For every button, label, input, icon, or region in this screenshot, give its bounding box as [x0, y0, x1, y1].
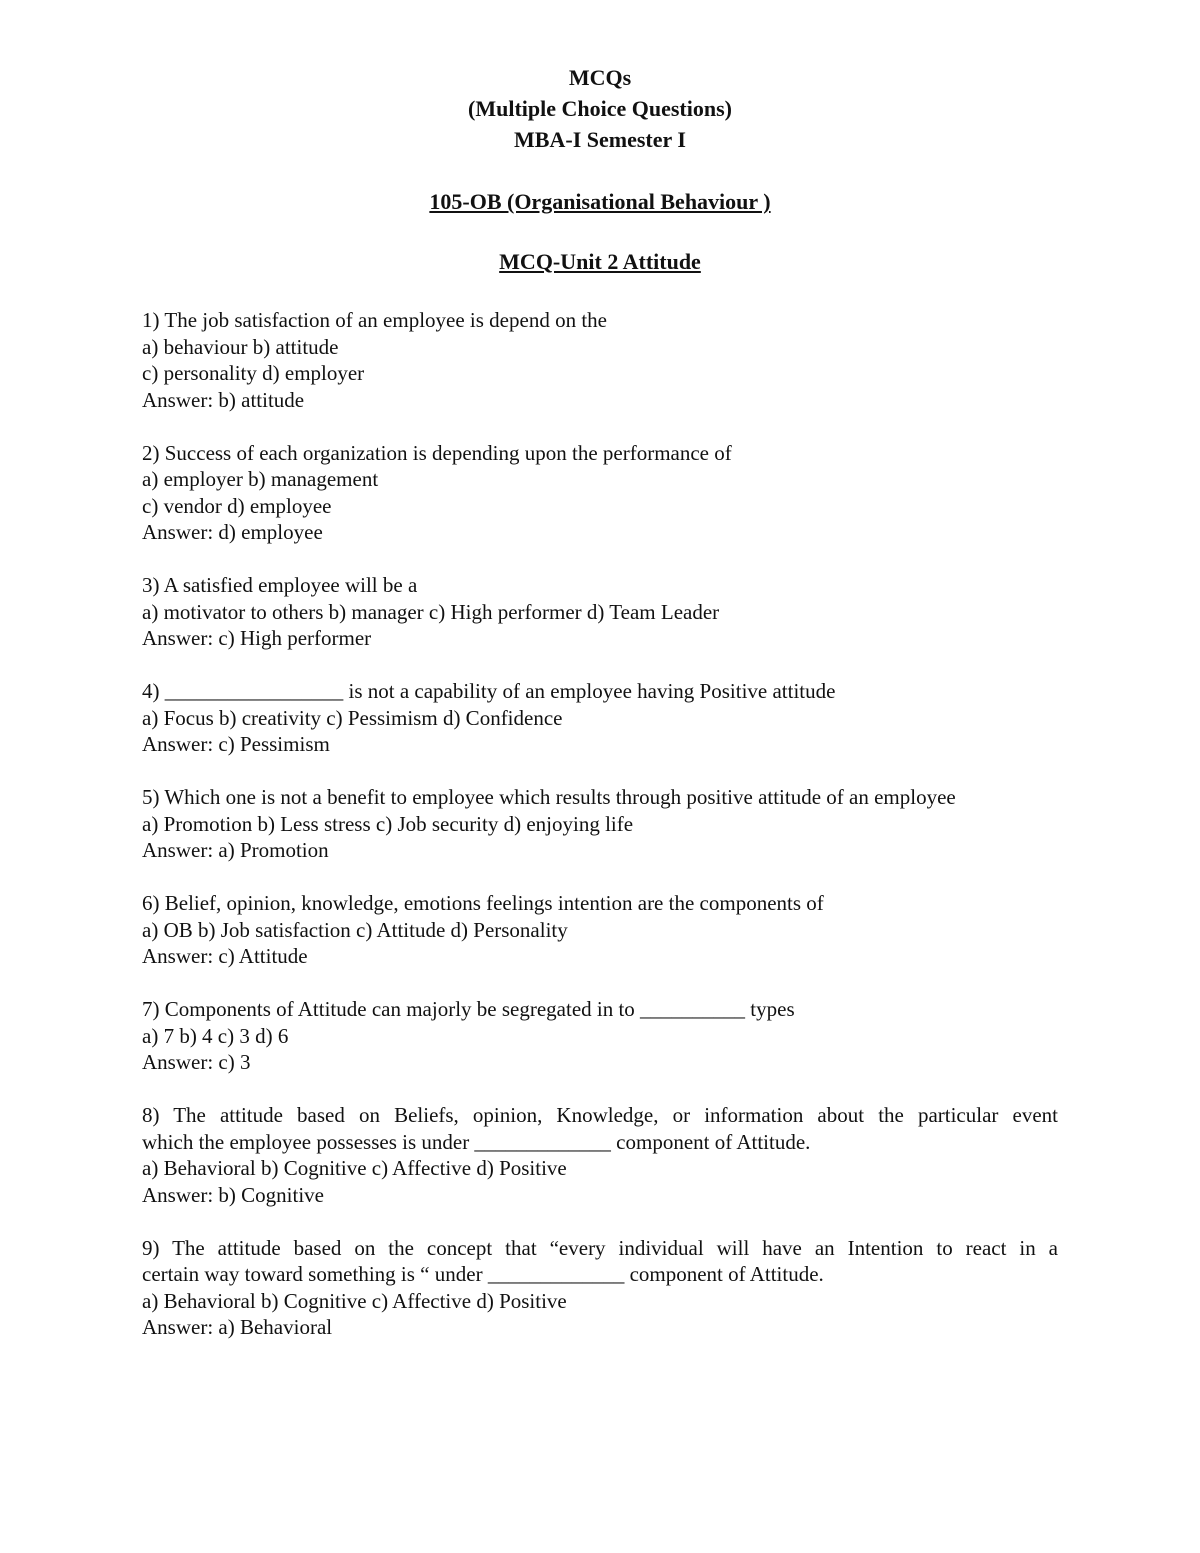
question-answer: Answer: c) High performer: [142, 626, 372, 650]
question-list: [142, 307, 1062, 1367]
unit-title: MCQ-Unit 2 Attitude: [499, 249, 701, 274]
question-9: [142, 1235, 1062, 1341]
question-answer: Answer: d) employee: [142, 520, 323, 544]
doc-subtitle: (Multiple Choice Questions): [468, 96, 732, 121]
question-options: a) employer b) management: [142, 467, 379, 491]
question-answer: Answer: c) Pessimism: [142, 732, 330, 756]
document-header: [0, 62, 1200, 277]
question-text: 6) Belief, opinion, knowledge, emotions feelings intention are the components of: [142, 891, 824, 915]
question-text: 8) The attitude based on Beliefs, opinion, Knowledge, or information about the particular event: [142, 1103, 1058, 1127]
question-text: 4) _________________ is not a capability of an employee having Positive attitude: [142, 679, 836, 703]
question-options: c) vendor d) employee: [142, 493, 332, 518]
question-options: a) Behavioral b) Cognitive c) Affective d) Positive: [142, 1288, 567, 1313]
question-answer: Answer: c) Attitude: [142, 944, 308, 968]
question-8: [142, 1102, 1062, 1208]
question-options: a) 7 b) 4 c) 3 d) 6: [142, 1023, 289, 1048]
doc-semester: MBA-I Semester I: [514, 127, 686, 152]
question-options: a) OB b) Job satisfaction c) Attitude d) Personality: [142, 917, 568, 942]
question-text: 5) Which one is not a benefit to employee which results through positive attitude of an employee: [142, 785, 956, 809]
question-options: a) behaviour b) attitude: [142, 334, 339, 359]
question-text: 1) The job satisfaction of an employee is depend on the: [142, 308, 607, 332]
question-options: a) motivator to others b) manager c) High performer d) Team Leader: [142, 599, 720, 624]
question-answer: Answer: c) 3: [142, 1050, 251, 1074]
question-3: [142, 572, 1062, 652]
question-answer: Answer: b) attitude: [142, 387, 305, 412]
question-1: [142, 307, 1062, 413]
question-text-continued: certain way toward something is “ under _____________ component of Attitude.: [142, 1262, 824, 1286]
question-text: 2) Success of each organization is depending upon the performance of: [142, 440, 732, 465]
question-text: 9) The attitude based on the concept that “every individual will have an Intention to react in a: [142, 1235, 1058, 1260]
question-text: 7) Components of Attitude can majorly be segregated in to __________ types: [142, 997, 795, 1021]
question-5: [142, 784, 1062, 864]
question-options: a) Behavioral b) Cognitive c) Affective d) Positive: [142, 1156, 567, 1180]
question-options: c) personality d) employer: [142, 361, 365, 385]
question-7: [142, 996, 1062, 1076]
question-answer: Answer: a) Promotion: [142, 838, 329, 862]
question-answer: Answer: a) Behavioral: [142, 1315, 333, 1339]
question-text-continued: which the employee possesses is under _____________ component of Attitude.: [142, 1129, 811, 1154]
question-4: [142, 678, 1062, 758]
question-answer: Answer: b) Cognitive: [142, 1182, 324, 1207]
question-text: 3) A satisfied employee will be a: [142, 573, 418, 597]
question-options: a) Focus b) creativity c) Pessimism d) Confidence: [142, 705, 563, 730]
question-2: [142, 440, 1062, 546]
question-options: a) Promotion b) Less stress c) Job security d) enjoying life: [142, 811, 634, 836]
question-6: [142, 890, 1062, 970]
doc-title: MCQs: [568, 65, 632, 90]
course-title: 105-OB (Organisational Behaviour ): [429, 189, 771, 214]
